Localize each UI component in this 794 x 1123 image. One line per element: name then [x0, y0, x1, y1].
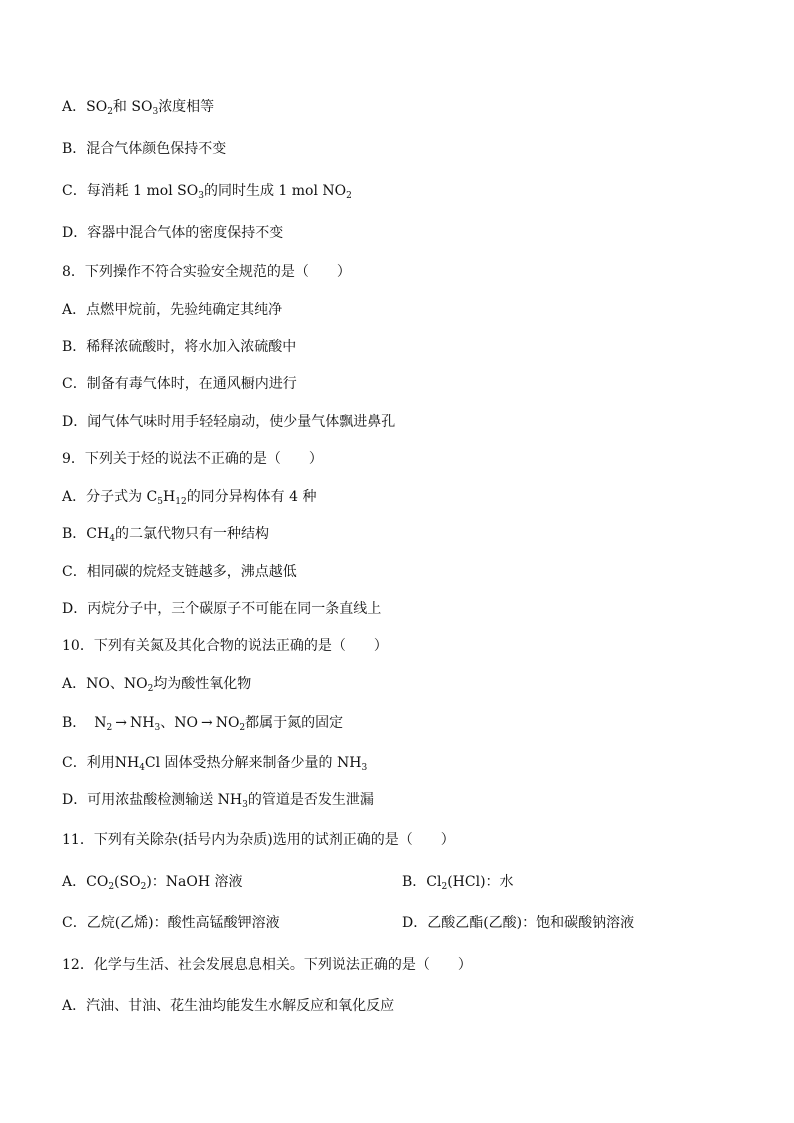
q8-option-b: B．稀释浓硫酸时，将水加入浓硫酸中 [62, 339, 297, 355]
q12-option-a: A．汽油、甘油、花生油均能发生水解反应和氧化反应 [62, 998, 395, 1014]
q11-option-d: D．乙酸乙酯(乙酸)：饱和碳酸钠溶液 [402, 915, 635, 931]
q9-option-d: D．丙烷分子中，三个碳原子不可能在同一条直线上 [62, 601, 382, 617]
subscript: 3 [198, 191, 204, 201]
text: 的同时生成 1 mol NO [203, 183, 347, 199]
q7-option-a [62, 97, 214, 117]
separator: 、 [160, 715, 175, 731]
subscript: 2 [441, 882, 448, 892]
q7-option-b: B．混合气体颜色保持不变 [62, 141, 227, 157]
q9-stem: 9．下列关于烃的说法不正确的是（ ） [62, 451, 323, 467]
text: Cl 固体受热分解来制备少量的 NH [144, 755, 362, 771]
subscript: 2 [147, 684, 154, 694]
text: H [163, 489, 176, 505]
q8-option-a: A．点燃甲烷前，先验纯确定其纯净 [62, 302, 283, 318]
subscript: 4 [139, 763, 145, 773]
subscript: 3 [361, 763, 368, 773]
text: (HCl)：水 [447, 874, 514, 890]
q11-option-b [402, 872, 514, 892]
text: B．Cl [402, 874, 442, 890]
q10-option-d [62, 790, 374, 810]
arrow-icon: → [115, 715, 128, 731]
text: 均为酸性氧化物 [153, 676, 252, 692]
subscript: 2 [346, 191, 352, 201]
text: 浓度相等 [158, 99, 215, 115]
text: 和 SO [112, 99, 153, 115]
text: D．可用浓盐酸检测输送 NH [62, 792, 243, 808]
subscript: 12 [175, 497, 187, 507]
text: 的二氯代物只有一种结构 [114, 526, 269, 542]
text: B．CH [62, 526, 110, 542]
q7-option-d: D．容器中混合气体的密度保持不变 [62, 225, 284, 241]
q8-option-c: C．制备有毒气体时，在通风橱内进行 [62, 376, 297, 392]
q11-stem: 11．下列有关除杂(括号内为杂质)选用的试剂正确的是（ ） [62, 832, 455, 848]
subscript: 3 [242, 800, 248, 810]
q11-option-a [62, 874, 243, 890]
q11-option-c: C．乙烷(乙烯)：酸性高锰酸钾溶液 [62, 915, 280, 931]
formula: NO [215, 715, 240, 731]
formula: NO [174, 715, 198, 731]
option-label: B． [62, 715, 87, 731]
text: 的同分异构体有 4 种 [186, 489, 317, 505]
subscript: 2 [107, 107, 113, 117]
subscript: 3 [154, 723, 161, 733]
q10-option-b [62, 713, 343, 733]
formula: NH [130, 715, 155, 731]
q10-option-c [62, 753, 367, 773]
q12-stem: 12．化学与生活、社会发展息息相关。下列说法正确的是（ ） [62, 957, 472, 973]
text: A．CO [62, 874, 109, 890]
q11-options-row-1 [62, 872, 514, 892]
text: 的管道是否发生泄漏 [247, 792, 374, 808]
text: A．NO、NO [62, 676, 148, 692]
q10-stem: 10．下列有关氮及其化合物的说法正确的是（ ） [62, 638, 388, 654]
subscript: 2 [108, 882, 115, 892]
q7-option-c [62, 181, 352, 201]
q8-stem: 8．下列操作不符合实验安全规范的是（ ） [62, 264, 351, 280]
text: C．每消耗 1 mol SO [62, 183, 199, 199]
formula: N [94, 715, 107, 731]
subscript: 5 [157, 497, 164, 507]
text: A．SO [62, 99, 108, 115]
q9-option-a [62, 487, 317, 507]
q11-options-row-2 [62, 913, 635, 933]
text: (SO [114, 874, 141, 890]
q10-option-a [62, 674, 251, 694]
text: )：NaOH 溶液 [146, 874, 243, 890]
subscript: 3 [152, 107, 159, 117]
q9-option-c: C．相同碳的烷烃支链越多，沸点越低 [62, 564, 297, 580]
text: 都属于氮的固定 [245, 715, 344, 731]
subscript: 2 [239, 723, 246, 733]
q8-option-d: D．闻气体气味时用手轻轻扇动，使少量气体飘进鼻孔 [62, 414, 396, 430]
text: C．利用NH [62, 755, 140, 771]
q9-option-b [62, 524, 269, 544]
subscript: 2 [140, 882, 147, 892]
subscript: 4 [109, 534, 115, 544]
subscript: 2 [106, 723, 113, 733]
arrow-icon: → [200, 715, 213, 731]
text: A．分子式为 C [62, 489, 158, 505]
